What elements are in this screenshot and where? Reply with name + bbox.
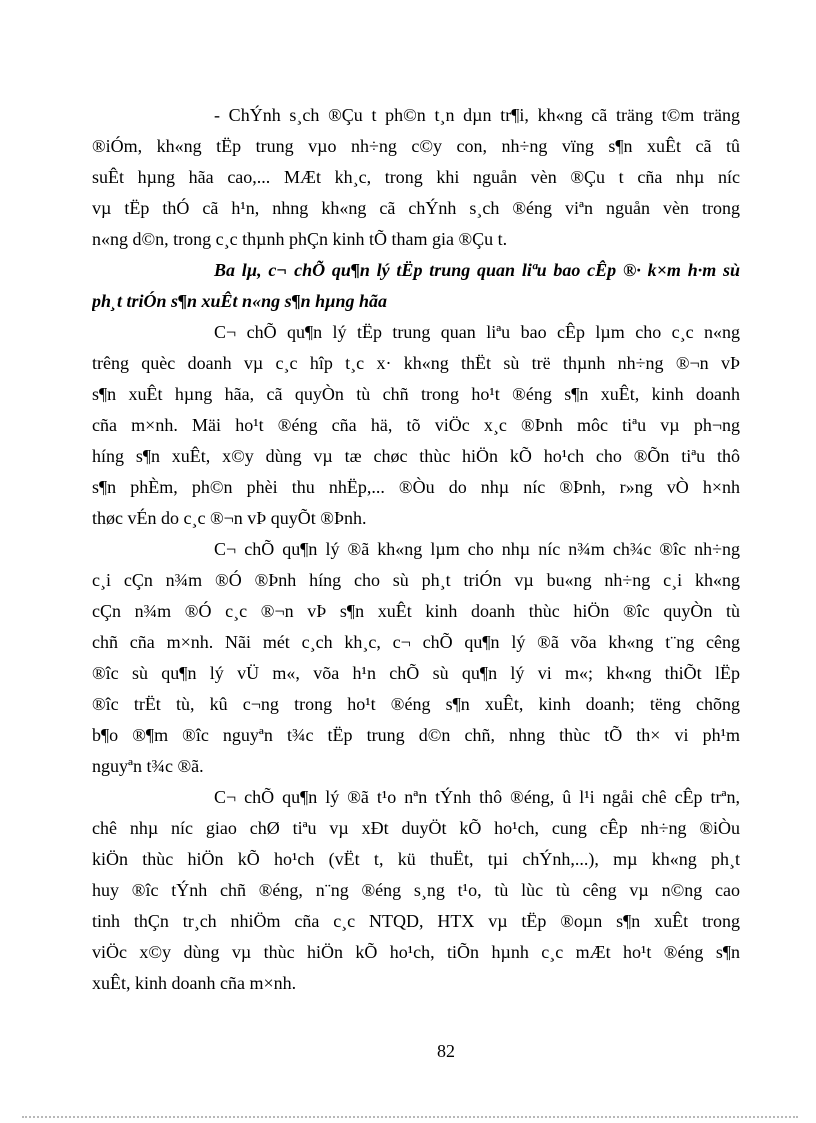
text-line: viÖc x©y dùng vµ thùc hiÖn kÕ ho¹ch, tiÕn hµnh c¸c mÆt ho¹t ®éng s¶n (92, 942, 740, 962)
text-line: cña m×nh. Mäi ho¹t ®éng cña hä, tõ viÖc x¸c ®Þnh môc tiªu vµ ph¬ng (92, 415, 740, 435)
text-line: C¬ chÕ qu¶n lý tËp trung quan liªu bao cÊp lµm cho c¸c n«ng (214, 322, 740, 342)
text-line: ph¸t triÓn s¶n xuÊt n«ng s¶n hµng hãa (92, 291, 387, 311)
paragraph (92, 534, 740, 782)
text-line: ®iÓm, kh«ng tËp trung vµo nh÷ng c©y con, nh÷ng vïng s¶n xuÊt cã tû (92, 136, 740, 156)
text-line: Ba lµ, c¬ chÕ qu¶n lý tËp trung quan liªu bao cÊp ®· k×m h·m sù (214, 260, 740, 280)
text-line: C¬ chÕ qu¶n lý ®ã kh«ng lµm cho nhµ níc n¾m ch¾c ®îc nh÷ng (214, 539, 740, 559)
text-line: s¶n xuÊt hµng hãa, cã quyÒn tù chñ trong ho¹t ®éng s¶n xuÊt, kinh doanh (92, 384, 740, 404)
text-line: híng s¶n xuÊt, x©y dùng vµ tæ chøc thùc hiÖn kÕ ho¹ch cho ®Õn tiªu thô (92, 446, 740, 466)
text-line: n«ng d©n, trong c¸c thµnh phÇn kinh tÕ tham gia ®Çu t. (92, 229, 508, 249)
text-line: vµ tËp thÓ cã h¹n, nhng kh«ng cã chÝnh s¸ch ®éng viªn nguån vèn trong (92, 198, 740, 218)
section-heading (92, 255, 740, 317)
paragraph (92, 782, 740, 999)
text-line: huy ®îc tÝnh chñ ®éng, n¨ng ®éng s¸ng t¹o, tù lùc tù cêng vµ n©ng cao (92, 880, 740, 900)
text-line: xuÊt, kinh doanh cña m×nh. (92, 973, 297, 993)
text-line: thøc vÉn do c¸c ®¬n vÞ quyÕt ®Þnh. (92, 508, 367, 528)
page-number: 82 (437, 1041, 455, 1061)
text-line: ®îc sù qu¶n lý vÜ m«, võa h¹n chÕ sù qu¶n lý vi m«; kh«ng thiÕt lËp (92, 663, 740, 683)
text-line: tinh thÇn tr¸ch nhiÖm cña c¸c NTQD, HTX vµ tËp ®oµn s¶n xuÊt trong (92, 911, 740, 931)
document-body (92, 100, 740, 999)
text-line: nguyªn t¾c ®ã. (92, 756, 204, 776)
text-line: chê nhµ níc giao chØ tiªu vµ xÐt duyÖt kÕ ho¹ch, cung cÊp nh÷ng ®iÒu (92, 818, 740, 838)
text-line: ®îc trËt tù, kû c¬ng trong ho¹t ®éng s¶n xuÊt, kinh doanh; tëng chõng (92, 694, 740, 714)
page-break-divider (22, 1116, 798, 1118)
paragraph (92, 317, 740, 534)
text-line: kiÖn thùc hiÖn kÕ ho¹ch (vËt t, kü thuËt, tµi chÝnh,...), mµ kh«ng ph¸t (92, 849, 740, 869)
text-line: cÇn n¾m ®Ó c¸c ®¬n vÞ s¶n xuÊt kinh doanh thùc hiÖn ®îc quyÒn tù (92, 601, 740, 621)
text-line: chñ cña m×nh. Nãi mét c¸ch kh¸c, c¬ chÕ qu¶n lý ®ã võa kh«ng t¨ng cêng (92, 632, 740, 652)
text-line: trêng quèc doanh vµ c¸c hîp t¸c x· kh«ng thËt sù trë thµnh nh÷ng ®¬n vÞ (92, 353, 740, 373)
text-line: suÊt hµng hãa cao,... MÆt kh¸c, trong khi nguån vèn ®Çu t cña nhµ níc (92, 167, 740, 187)
text-line: - ChÝnh s¸ch ®Çu t ph©n t¸n dµn tr¶i, kh«ng cã träng t©m träng (214, 105, 740, 125)
paragraph (92, 100, 740, 255)
text-line: s¶n phÈm, ph©n phèi thu nhËp,... ®Òu do nhµ níc ®Þnh, r»ng vÒ h×nh (92, 477, 740, 497)
text-line: C¬ chÕ qu¶n lý ®ã t¹o nªn tÝnh thô ®éng, û l¹i ngåi chê cÊp trªn, (214, 787, 740, 807)
text-line: b¶o ®¶m ®îc nguyªn t¾c tËp trung d©n chñ, nhng thùc tÕ th× vi ph¹m (92, 725, 740, 745)
text-line: c¸i cÇn n¾m ®Ó ®Þnh híng cho sù ph¸t triÓn vµ bu«ng nh÷ng c¸i kh«ng (92, 570, 740, 590)
